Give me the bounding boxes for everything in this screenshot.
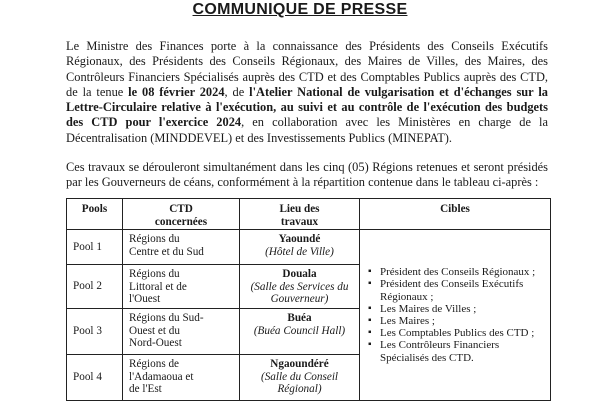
workshop-name: l'Atelier National de vulgarisation et d'échanges sur la Lettre-Circulaire relative à l'exécution, au suivi et au contrôle de l'exécution des budgets des CTD pour l'exercice 2024 [66, 84, 548, 130]
lieu-venue: (Hôtel de Ville) [265, 245, 334, 258]
pool-label: Pool 2 [67, 265, 123, 309]
intro-text-3: , en collaboration avec les Ministères en charge de la Décentralisation (MINDDEVEL) et des Investissements Publics (MINEPAT). [66, 115, 548, 145]
lieu-venue: (Salle du Conseil Régional) [260, 370, 339, 396]
cible-item: ▪ Les Maires ; [368, 315, 546, 327]
cible-item: ▪ Les Maires de Villes ; [368, 303, 546, 315]
lieu-city: Douala [282, 268, 317, 280]
lieu-city: Buéa [287, 312, 312, 324]
pool-label: Pool 3 [67, 309, 123, 355]
lieu-travaux [240, 309, 360, 355]
cibles-list [368, 266, 546, 364]
pool-label: Pool 1 [67, 230, 123, 265]
lieu-city: Yaoundé [278, 233, 321, 245]
ctd-concernees: Régions du Littoral et de l'Ouest [123, 265, 240, 309]
lieu-travaux [240, 265, 360, 309]
table-row [67, 230, 551, 265]
cible-item: ▪ Président des Conseils Régionaux ; [368, 266, 546, 278]
ctd-concernees: Régions du Centre et du Sud [123, 230, 240, 265]
header-pools: Pools [67, 199, 123, 230]
event-date: le 08 février 2024 [128, 84, 225, 99]
cible-item: ▪ Les Contrôleurs Financiers Spécialisés des CTD. [368, 339, 546, 363]
lieu-city: Ngaoundéré [270, 358, 329, 370]
ctd-concernees: Régions du Sud- Ouest et du Nord-Ouest [123, 309, 240, 355]
header-lieu: Lieu des travaux [240, 199, 360, 230]
lieu-venue: (Buéa Council Hall) [253, 324, 346, 337]
intro-text-2: , de [224, 84, 250, 99]
schedule-paragraph: Ces travaux se dérouleront simultanément dans les cinq (05) Régions retenues et seront présidés par les Gouverneurs de céans, conformément à la répartition contenue dans le tableau ci-après : [66, 160, 548, 190]
cible-item: ▪ Président des Conseils Exécutifs Régionaux ; [368, 278, 546, 302]
intro-text-1: Le Ministre des Finances porte à la connaissance des Présidents des Conseils Exécutifs Régionaux, des Présidents des Conseils Régionaux, des Maires de Villes, des Maires, des Contrôleurs Financiers Spécialisés auprès des CTD et des Comptables Publics auprès des CTD, de la tenue [66, 39, 548, 99]
document-title: COMMUNIQUE DE PRESSE [192, 1, 408, 18]
header-ctd: CTD concernées [123, 199, 240, 230]
cibles-cell [360, 230, 551, 401]
intro-paragraph [66, 39, 548, 146]
cible-item: ▪ Les Comptables Publics des CTD ; [368, 327, 546, 339]
pools-table [66, 198, 551, 401]
lieu-travaux [240, 230, 360, 265]
table-header-row [67, 199, 551, 230]
lieu-travaux [240, 355, 360, 401]
header-cibles: Cibles [360, 199, 551, 230]
ctd-concernees: Régions de l'Adamaoua et de l'Est [123, 355, 240, 401]
lieu-venue: (Salle des Services du Gouverneur) [250, 280, 349, 306]
pool-label: Pool 4 [67, 355, 123, 401]
